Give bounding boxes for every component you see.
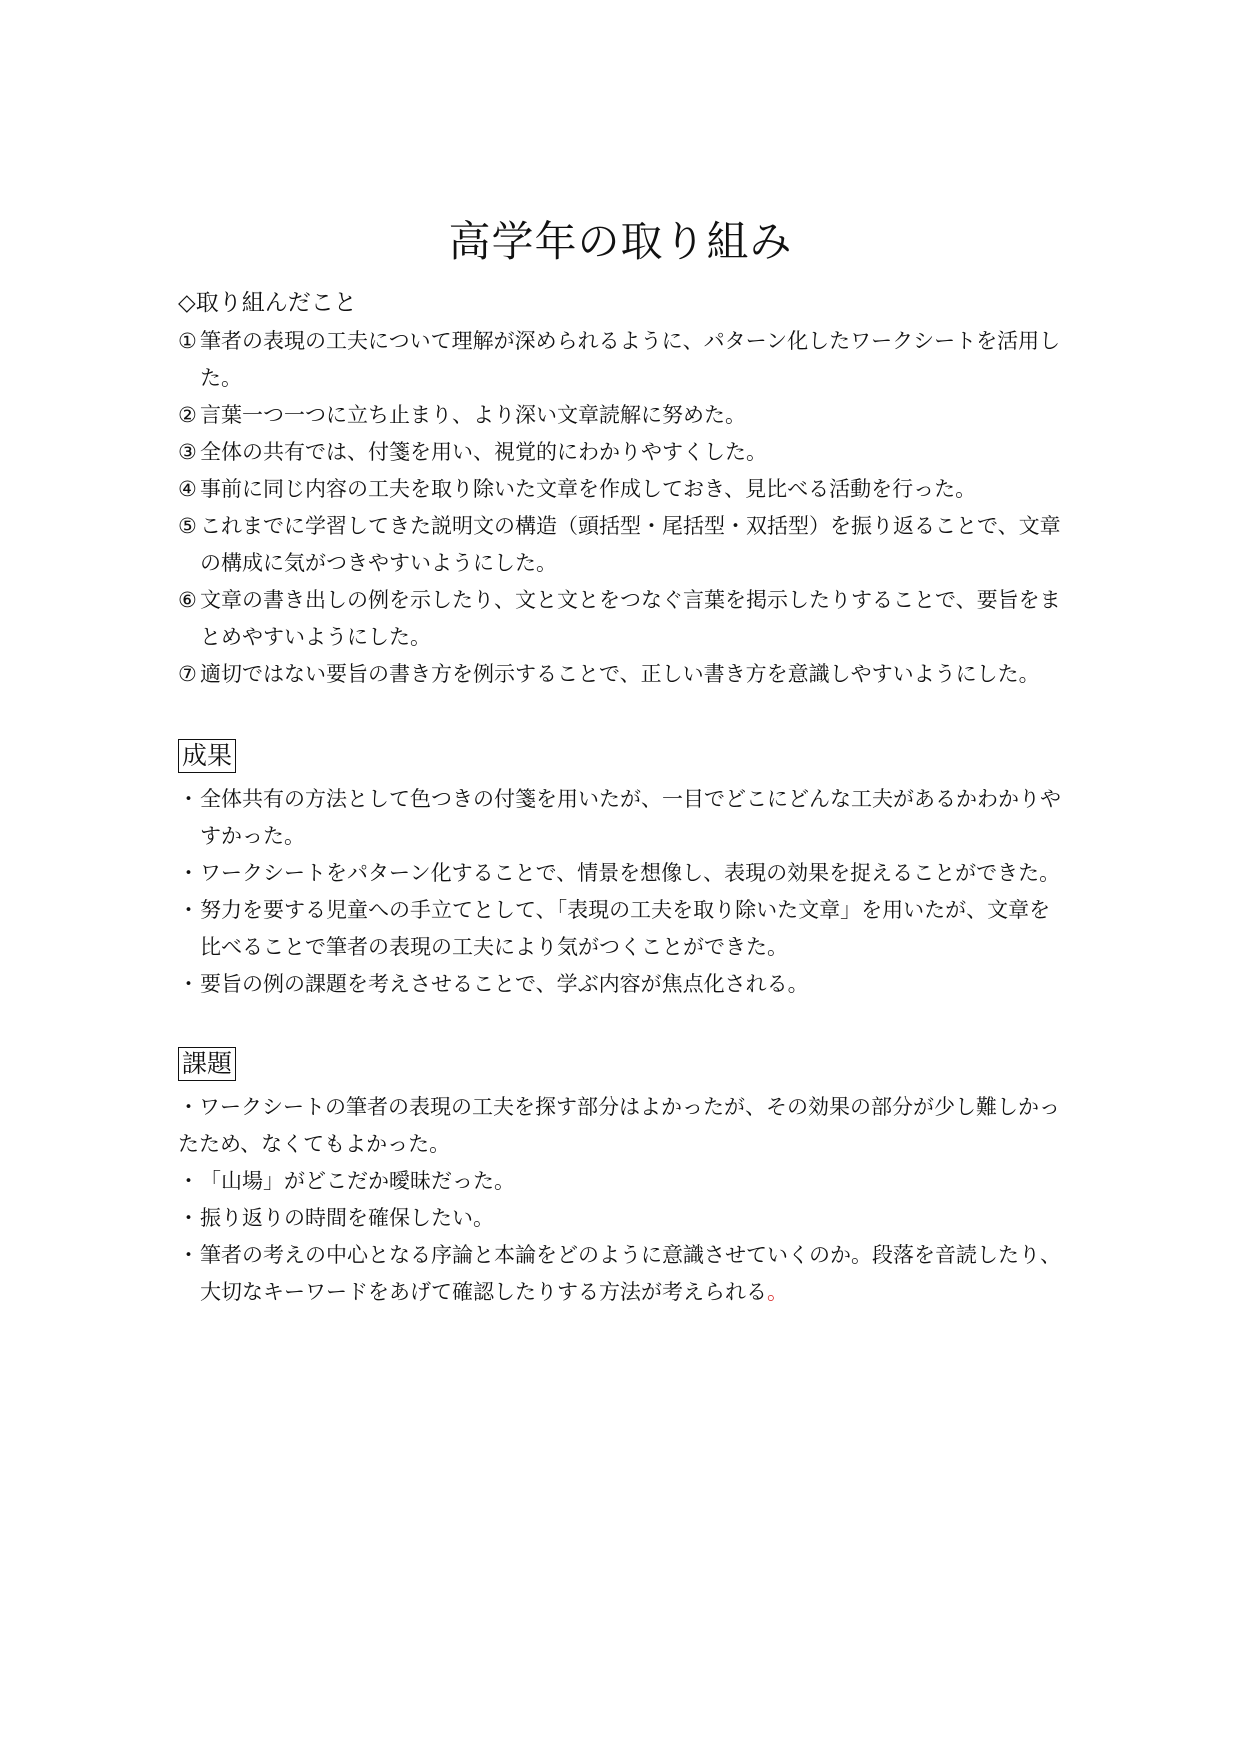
results-heading: 成果 (178, 739, 236, 773)
bullet-marker: ・ (178, 787, 199, 811)
item-text: ワークシートをパターン化することで、情景を想像し、表現の効果を捉えることができた。 (200, 861, 1061, 885)
list-item (178, 434, 1068, 471)
bullet-marker: ・ (178, 1243, 199, 1267)
initiatives-heading: ◇取り組んだこと (178, 290, 357, 316)
results-section (178, 739, 1068, 1003)
list-item (178, 397, 1068, 434)
section-spacer (178, 1003, 1068, 1047)
list-item (178, 1237, 1068, 1311)
item-text: 要旨の例の課題を考えさせることで、学ぶ内容が焦点化される。 (200, 972, 809, 996)
item-text: 言葉一つ一つに立ち止まり、より深い文章読解に努めた。 (200, 403, 746, 427)
item-text: 全体共有の方法として色つきの付箋を用いたが、一目でどこにどんな工夫があるかわかりやすかった。 (200, 787, 1061, 848)
item-marker: ② (178, 403, 197, 427)
list-item (178, 966, 1068, 1003)
list-item (178, 855, 1068, 892)
item-marker: ⑦ (178, 662, 197, 686)
bullet-marker: ・ (178, 972, 199, 996)
list-item (178, 656, 1068, 693)
item-text: 「山場」がどこだか曖昧だった。 (200, 1169, 515, 1193)
bullet-marker: ・ (178, 861, 199, 885)
list-item (178, 471, 1068, 508)
item-text: これまでに学習してきた説明文の構造（頭括型・尾括型・双括型）を振り返ることで、文章の構成に気がつきやすいようにした。 (200, 514, 1061, 575)
item-marker: ⑥ (178, 588, 197, 612)
item-text: 文章の書き出しの例を示したり、文と文とをつなぐ言葉を掲示したりすることで、要旨をまとめやすいようにした。 (200, 588, 1061, 649)
bullet-marker: ・ (178, 898, 199, 922)
list-item (178, 323, 1068, 397)
list-item (178, 1163, 1068, 1200)
item-text: 適切ではない要旨の書き方を例示することで、正しい書き方を意識しやすいようにした。 (200, 662, 1040, 686)
item-marker: ③ (178, 440, 197, 464)
bullet-marker: ・ (178, 1206, 199, 1230)
item-text: 筆者の考えの中心となる序論と本論をどのように意識させていくのか。段落を音読したり、大切なキーワードをあげて確認したりする方法が考えられる (200, 1243, 1061, 1304)
item-marker: ⑤ (178, 514, 197, 538)
initiatives-section (178, 285, 1068, 693)
list-item (178, 1200, 1068, 1237)
page-title: 高学年の取り組み (448, 217, 793, 266)
bullet-marker: ・ (178, 1169, 199, 1193)
section-spacer (178, 693, 1068, 739)
list-item (178, 892, 1068, 966)
item-text: 振り返りの時間を確保したい。 (200, 1206, 494, 1230)
issues-section (178, 1047, 1068, 1311)
list-item (178, 582, 1068, 656)
item-text: 筆者の表現の工夫について理解が深められるように、パターン化したワークシートを活用した。 (200, 329, 1061, 390)
end-mark: 。 (767, 1280, 788, 1304)
list-item (178, 508, 1068, 582)
item-text: 努力を要する児童への手立てとして、「表現の工夫を取り除いた文章」を用いたが、文章を比べることで筆者の表現の工夫により気がつくことができた。 (200, 898, 1051, 959)
item-marker: ① (178, 329, 197, 353)
list-item (178, 781, 1068, 855)
item-text: 事前に同じ内容の工夫を取り除いた文章を作成しておき、見比べる活動を行った。 (200, 477, 977, 501)
issues-heading: 課題 (178, 1047, 236, 1081)
item-marker: ④ (178, 477, 197, 501)
list-item: ・ワークシートの筆者の表現の工夫を探す部分はよかったが、その効果の部分が少し難しかったため、なくてもよかった。 (178, 1095, 1060, 1156)
item-text: 全体の共有では、付箋を用い、視覚的にわかりやすくした。 (200, 440, 767, 464)
document-body (178, 285, 1068, 1311)
